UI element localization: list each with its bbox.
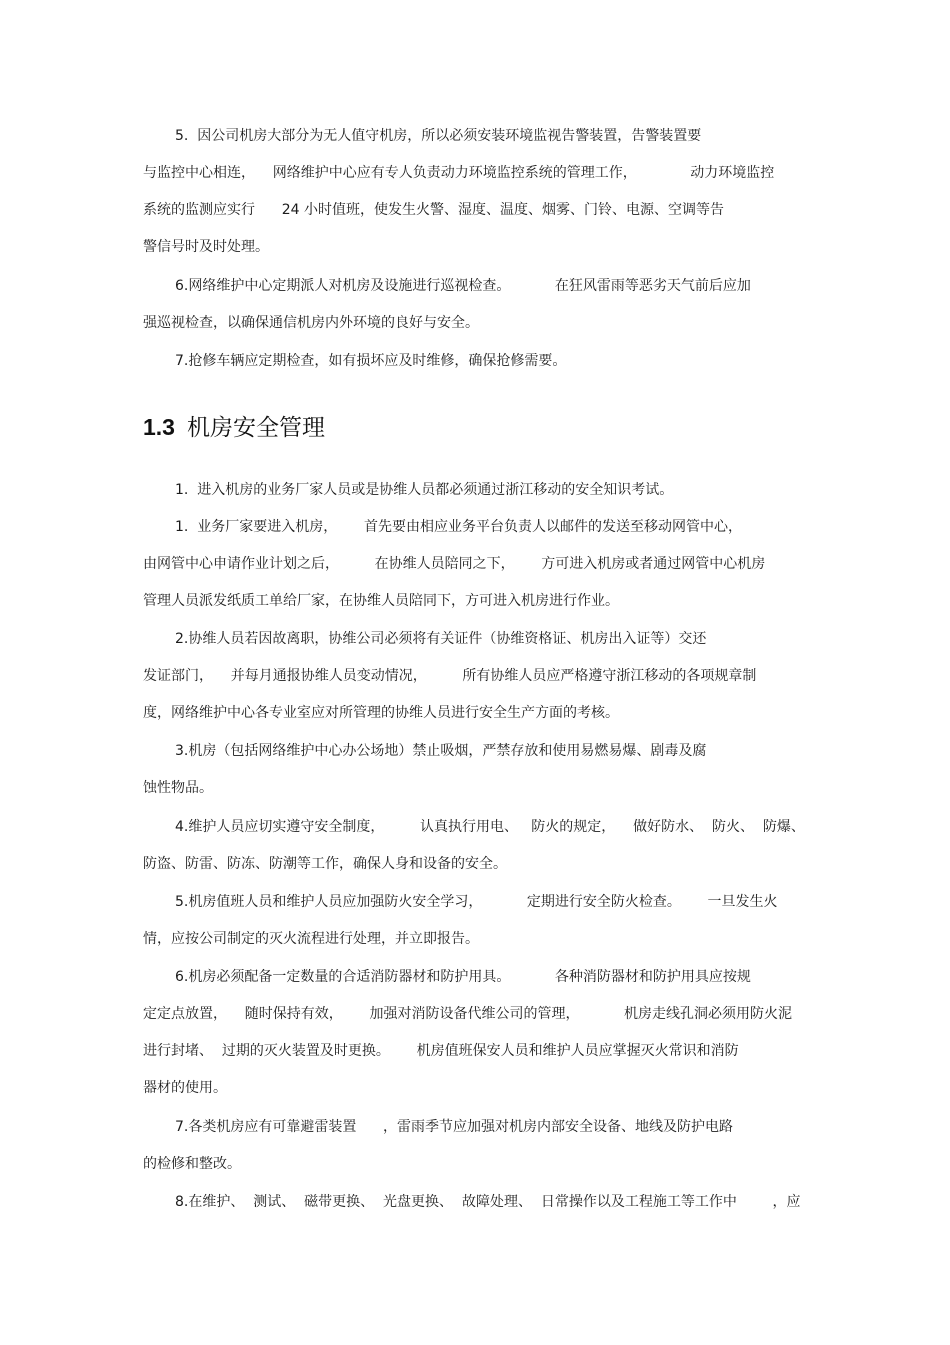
paragraph-line: 度，网络维护中心各专业室应对所管理的协维人员进行安全生产方面的考核。 bbox=[143, 705, 619, 721]
paragraph-line: 6.机房必须配备一定数量的合适消防器材和防护用具。 各种消防器材和防护用具应按规 bbox=[175, 969, 751, 985]
paragraph-line: 5.机房值班人员和维护人员应加强防火安全学习， 定期进行安全防火检查。 一旦发生火 bbox=[175, 894, 778, 910]
paragraph-line: 3.机房（包括网络维护中心办公场地）禁止吸烟，严禁存放和使用易燃易爆、剧毒及腐 bbox=[175, 743, 707, 759]
paragraph-line: 7.抢修车辆应定期检查，如有损坏应及时维修，确保抢修需要。 bbox=[175, 353, 567, 369]
section-title: 机房安全管理 bbox=[186, 415, 325, 441]
paragraph-line: 强巡视检查，以确保通信机房内外环境的良好与安全。 bbox=[143, 315, 479, 331]
paragraph-line: 1. 业务厂家要进入机房， 首先要由相应业务平台负责人以邮件的发送至移动网管中心， bbox=[175, 519, 742, 535]
section-number: 1.3 bbox=[143, 414, 175, 440]
paragraph-line: 8.在维护、 测试、 磁带更换、 光盘更换、 故障处理、 日常操作以及工程施工等工作中 ，应 bbox=[175, 1194, 801, 1210]
paragraph-line: 防盗、防雷、防冻、防潮等工作，确保人身和设备的安全。 bbox=[143, 856, 507, 872]
paragraph-line: 5. 因公司机房大部分为无人值守机房，所以必须安装环境监视告警装置，告警装置要 bbox=[175, 128, 702, 144]
paragraph-line: 7.各类机房应有可靠避雷装置 ，雷雨季节应加强对机房内部安全设备、地线及防护电路 bbox=[175, 1119, 734, 1135]
paragraph-line: 6.网络维护中心定期派人对机房及设施进行巡视检查。 在狂风雷雨等恶劣天气前后应加 bbox=[175, 278, 751, 294]
paragraph-line: 定定点放置， 随时保持有效， 加强对消防设备代维公司的管理， 机房走线孔洞必须用防火泥 bbox=[143, 1006, 793, 1022]
section-heading bbox=[143, 410, 325, 445]
paragraph-line: 管理人员派发纸质工单给厂家，在协维人员陪同下，方可进入机房进行作业。 bbox=[143, 593, 619, 609]
paragraph-line: 警信号时及时处理。 bbox=[143, 239, 269, 255]
paragraph-line: 的检修和整改。 bbox=[143, 1156, 241, 1172]
paragraph-line: 4.维护人员应切实遵守安全制度， 认真执行用电、 防火的规定， 做好防水、 防火、 防爆、 bbox=[175, 819, 805, 835]
paragraph-line: 器材的使用。 bbox=[143, 1080, 227, 1096]
paragraph-line: 情，应按公司制定的灭火流程进行处理，并立即报告。 bbox=[143, 931, 479, 947]
paragraph-line: 1. 进入机房的业务厂家人员或是协维人员都必须通过浙江移动的安全知识考试。 bbox=[175, 482, 674, 498]
paragraph-line: 进行封堵、 过期的灭火装置及时更换。 机房值班保安人员和维护人员应掌握灭火常识和消防 bbox=[143, 1043, 739, 1059]
paragraph-line: 由网管中心申请作业计划之后， 在协维人员陪同之下， 方可进入机房或者通过网管中心机房 bbox=[143, 556, 766, 572]
paragraph-line: 与监控中心相连， 网络维护中心应有专人负责动力环境监控系统的管理工作， 动力环境监控 bbox=[143, 165, 775, 181]
paragraph-line: 发证部门， 并每月通报协维人员变动情况， 所有协维人员应严格遵守浙江移动的各项规章制 bbox=[143, 668, 757, 684]
paragraph-line: 系统的监测应实行 24 小时值班，使发生火警、湿度、温度、烟雾、门铃、电源、空调等告 bbox=[143, 202, 724, 218]
paragraph-line: 蚀性物品。 bbox=[143, 780, 213, 796]
paragraph-line: 2.协维人员若因故离职，协维公司必须将有关证件（协维资格证、机房出入证等）交还 bbox=[175, 631, 707, 647]
